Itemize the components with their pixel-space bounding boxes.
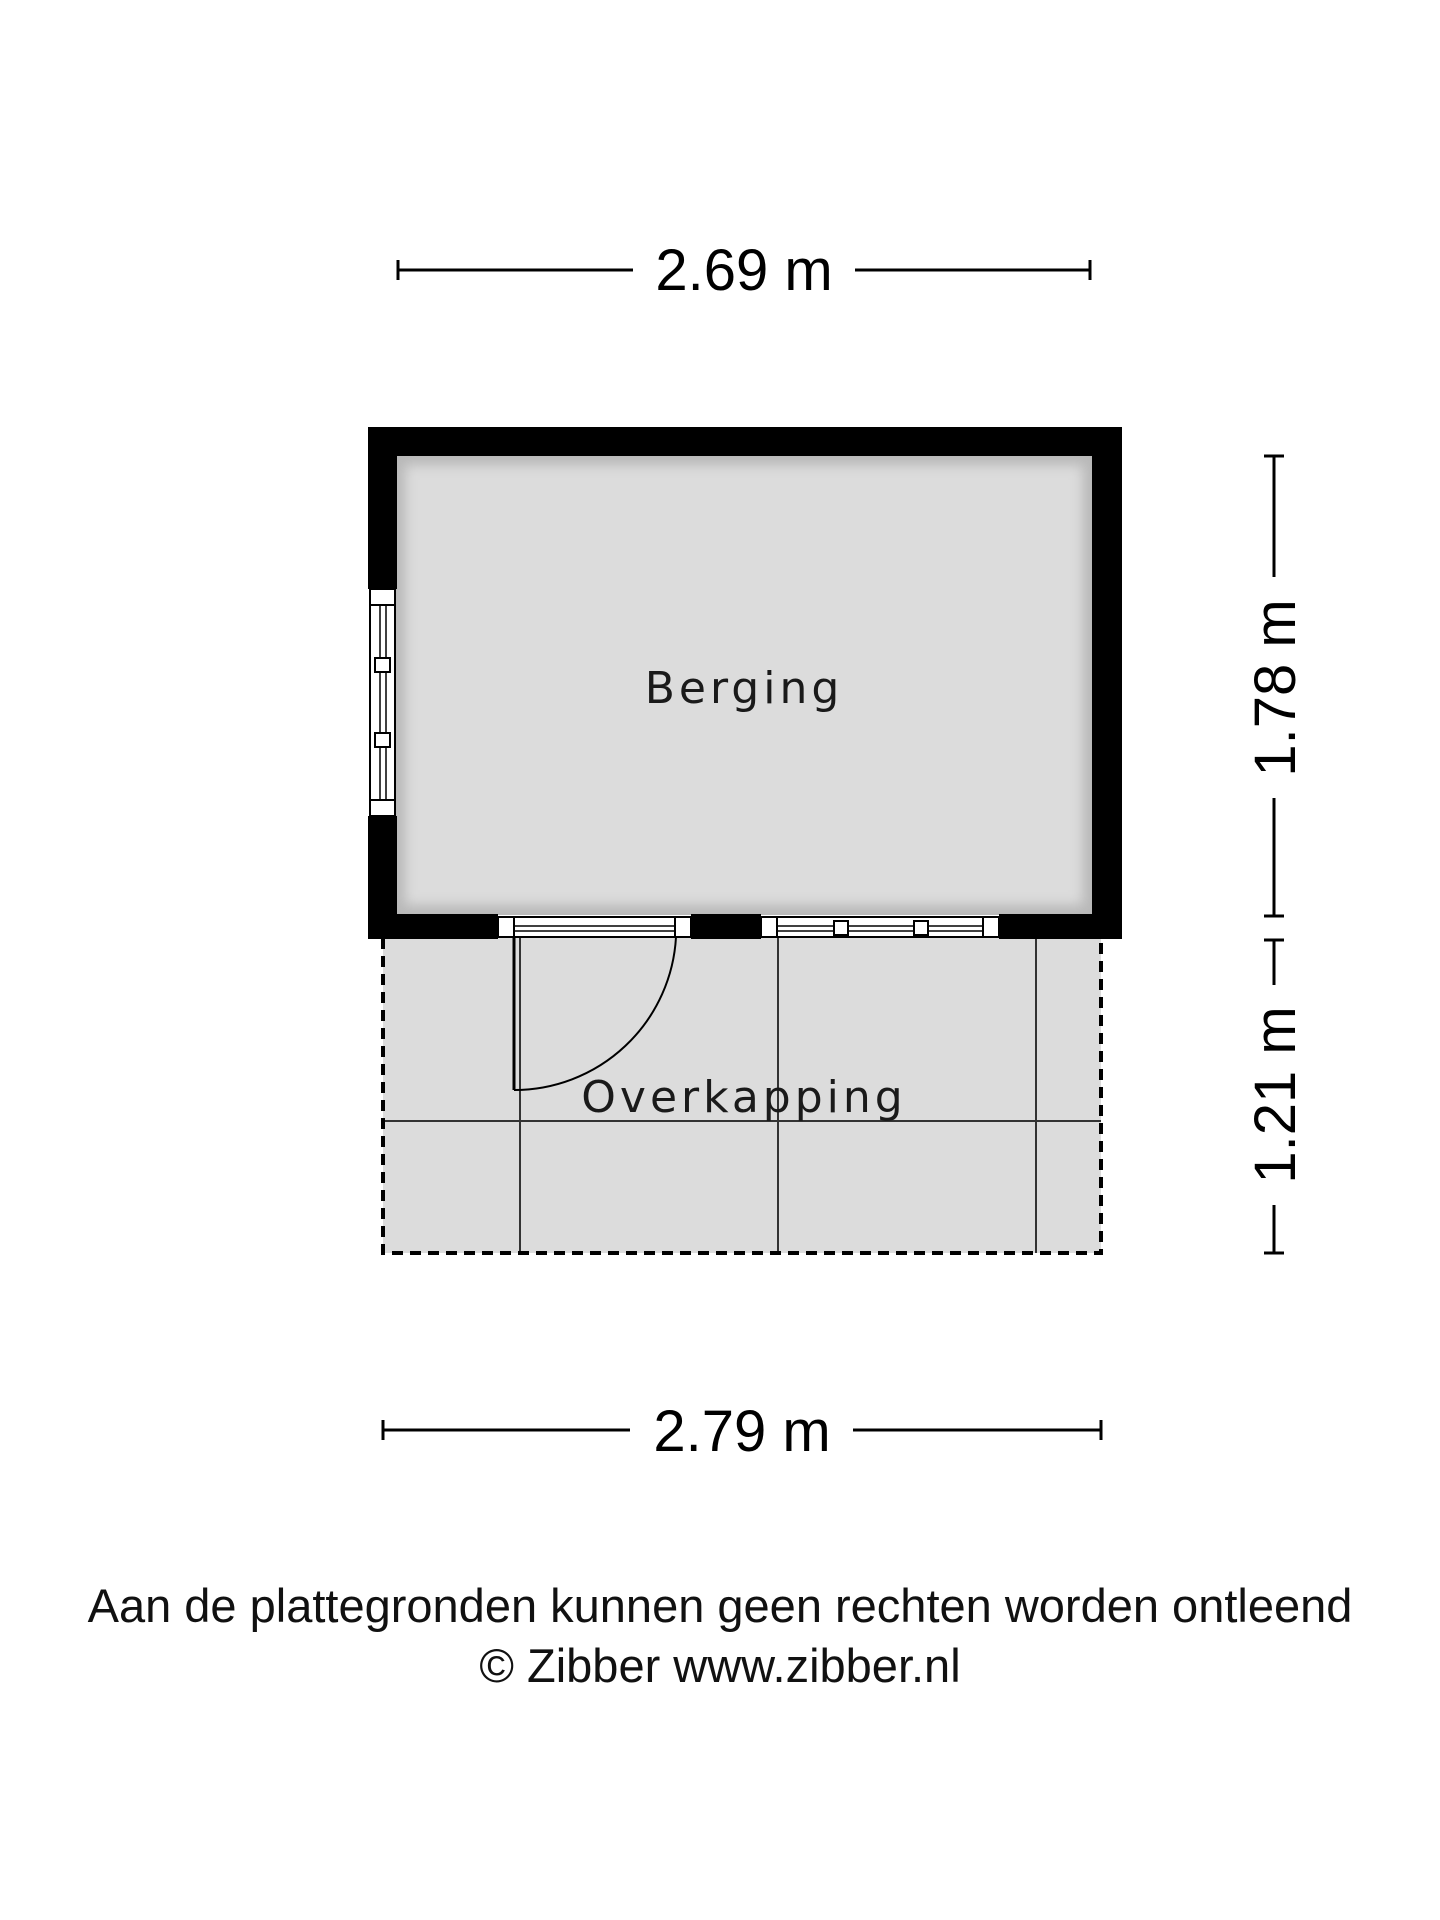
left-window (370, 589, 395, 816)
top-width-label: 2.69 m (655, 238, 833, 303)
bottom-width-label: 2.79 m (653, 1399, 831, 1464)
berging-depth-label: 1.78 m (1243, 599, 1308, 777)
overkapping-label: Overkapping (581, 1072, 907, 1123)
front-window (761, 917, 999, 937)
copyright-text: © Zibber www.zibber.nl (479, 1639, 961, 1692)
disclaimer-text: Aan de plattegronden kunnen geen rechten worden ontleend (87, 1579, 1353, 1632)
overkapping-depth-label: 1.21 m (1243, 1006, 1308, 1184)
berging-label: Berging (644, 663, 844, 714)
